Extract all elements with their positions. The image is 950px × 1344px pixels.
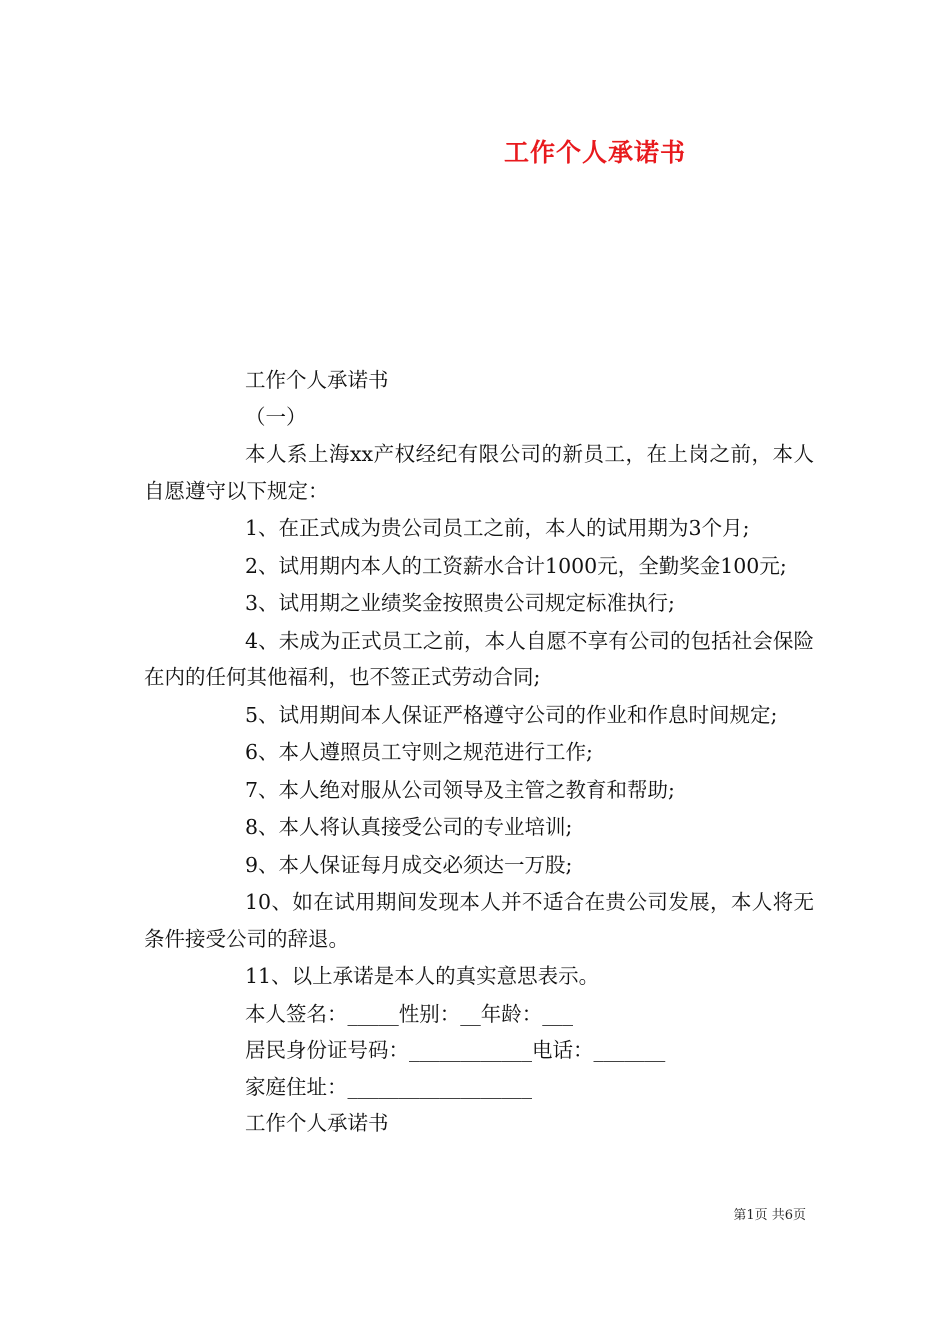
rule-item-11: 11、以上承诺是本人的真实意思表示。: [245, 964, 600, 988]
signature-line: 本人签名：_____性别：__年龄：___: [245, 1001, 573, 1026]
document-body: [144, 362, 814, 1142]
rule-item-2: 2、试用期内本人的工资薪水合计1000元，全勤奖金100元;: [245, 553, 787, 578]
rule-item-10: 10、如在试用期间发现本人并不适合在贵公司发展，本人将无条件接受公司的辞退。: [144, 890, 814, 951]
intro-paragraph: 本人系上海xx产权经纪有限公司的新员工，在上岗之前，本人自愿遵守以下规定：: [144, 442, 814, 503]
rule-item-8: 8、本人将认真接受公司的专业培训;: [245, 815, 573, 839]
doc-heading: 工作个人承诺书: [245, 368, 389, 392]
rule-item-4: 4、未成为正式员工之前，本人自愿不享有公司的包括社会保险在内的任何其他福利，也不签正式劳动合同;: [144, 628, 814, 689]
page-title: 工作个人承诺书: [503, 138, 686, 167]
rule-item-6: 6、本人遵照员工守则之规范进行工作;: [245, 740, 593, 764]
rule-item-5: 5、试用期间本人保证严格遵守公司的作业和作息时间规定;: [245, 702, 778, 727]
next-doc-heading: 工作个人承诺书: [245, 1111, 389, 1135]
page-number: 第1页 共6页: [733, 1208, 806, 1223]
section-label: （一）: [245, 404, 307, 429]
rule-item-1: 1、在正式成为贵公司员工之前，本人的试用期为3个月;: [245, 516, 750, 540]
rule-item-7: 7、本人绝对服从公司领导及主管之教育和帮助;: [245, 777, 675, 802]
address-line: 家庭住址：__________________: [245, 1074, 532, 1099]
rule-item-3: 3、试用期之业绩奖金按照贵公司规定标准执行;: [245, 591, 675, 615]
id-phone-line: 居民身份证号码：____________电话：_______: [245, 1038, 666, 1062]
rule-item-9: 9、本人保证每月成交必须达一万股;: [245, 852, 573, 877]
